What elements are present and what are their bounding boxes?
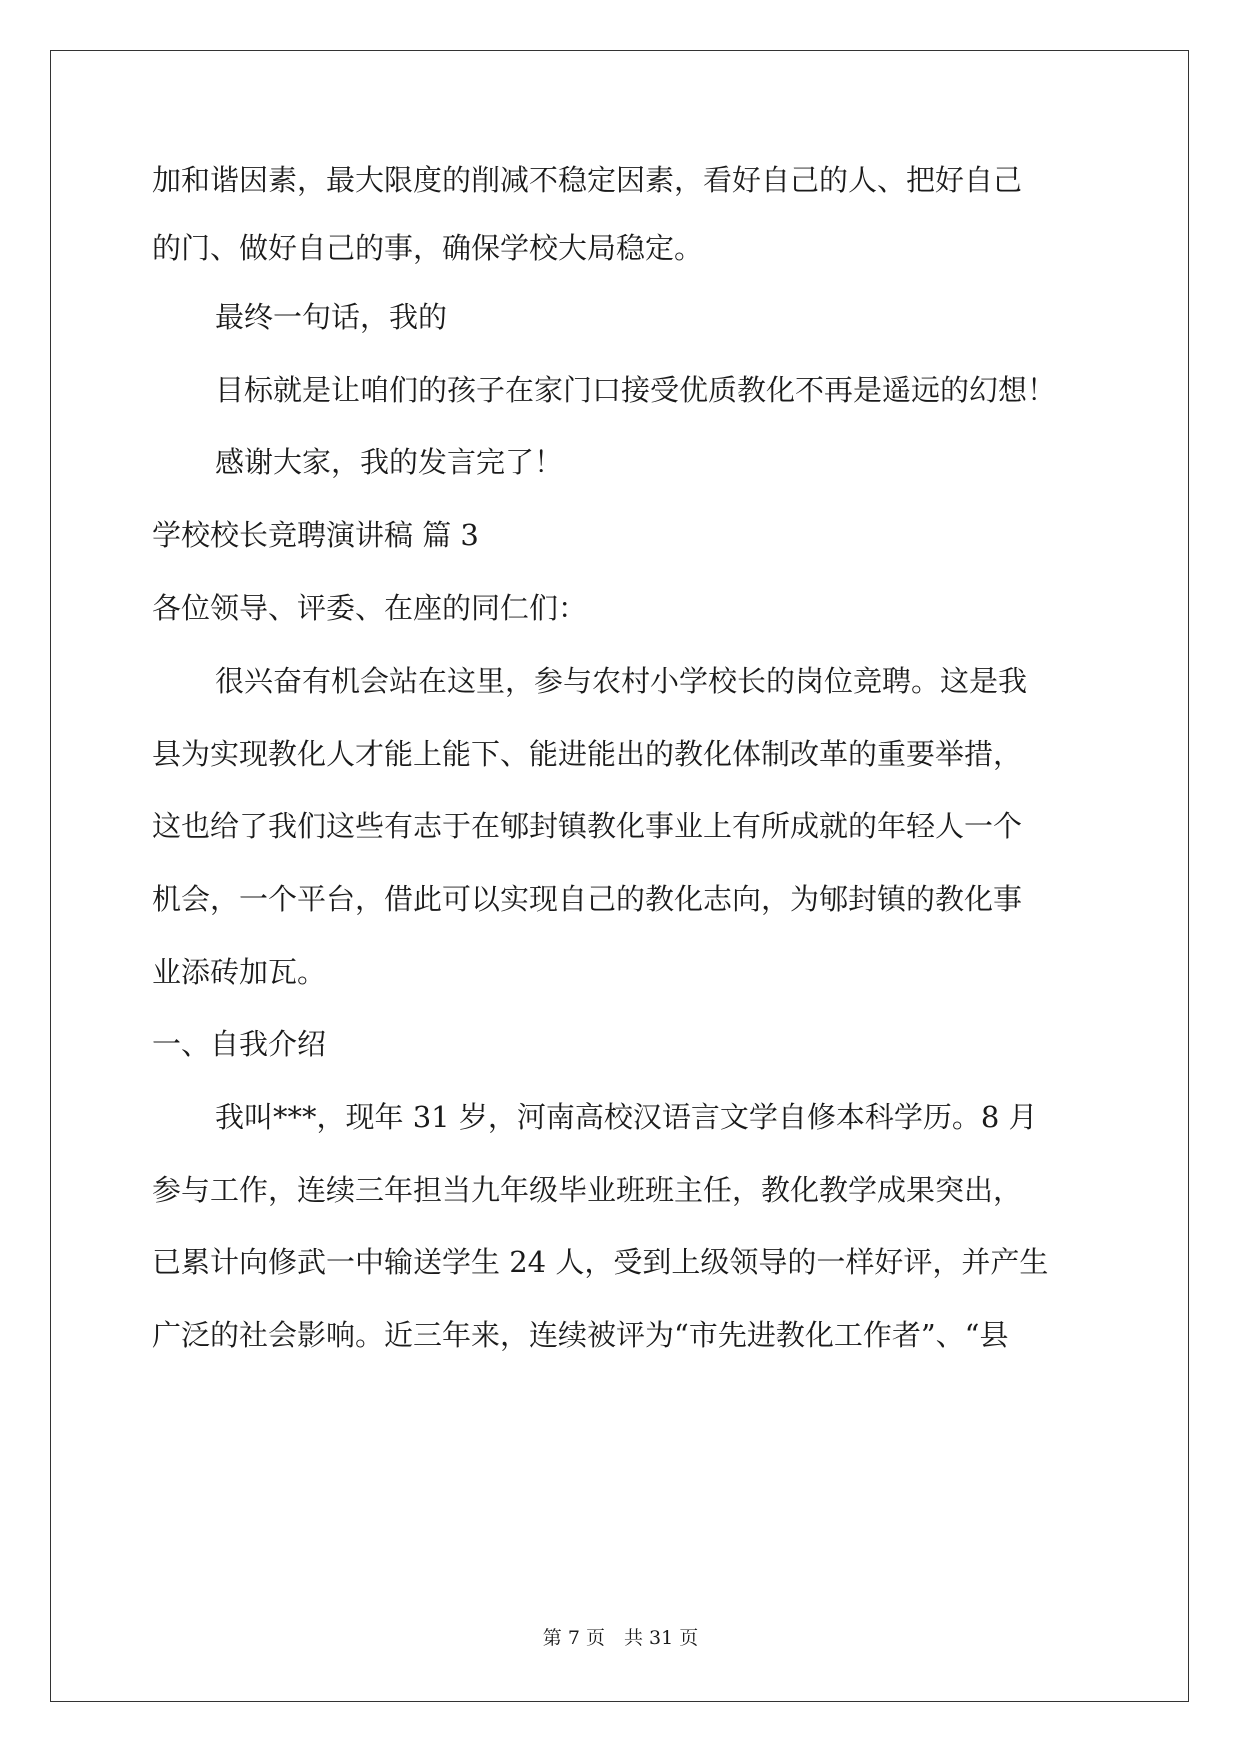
salutation: 各位领导、评委、在座的同仁们： bbox=[152, 591, 588, 625]
text-line-12: 业添砖加瓦。 bbox=[152, 955, 327, 989]
text-line-5: 感谢大家，我的发言完了！ bbox=[215, 445, 564, 479]
text-line-1: 加和谐因素，最大限度的削减不稳定因素，看好自己的人、把好自己 bbox=[152, 163, 1023, 197]
text-line-11: 机会，一个平台，借此可以实现自己的教化志向，为郇封镇的教化事 bbox=[152, 882, 1023, 916]
page-number-footer: 第 7 页 共 31 页 bbox=[542, 1627, 699, 1649]
section-title: 学校校长竞聘演讲稿 篇 3 bbox=[152, 518, 479, 552]
text-line-14: 我叫***，现年 31 岁，河南高校汉语言文学自修本科学历。8 月 bbox=[215, 1100, 1038, 1134]
text-line-17: 广泛的社会影响。近三年来，连续被评为“市先进教化工作者”、“县 bbox=[152, 1318, 1009, 1352]
subsection-heading: 一、自我介绍 bbox=[152, 1027, 327, 1061]
text-line-4: 目标就是让咱们的孩子在家门口接受优质教化不再是遥远的幻想！ bbox=[215, 373, 1057, 407]
text-line-15: 参与工作，连续三年担当九年级毕业班班主任，教化教学成果突出， bbox=[152, 1173, 1023, 1207]
text-line-9: 县为实现教化人才能上能下、能进能出的教化体制改革的重要举措， bbox=[152, 737, 1023, 771]
text-line-3: 最终一句话，我的 bbox=[215, 300, 448, 334]
text-line-16: 已累计向修武一中输送学生 24 人，受到上级领导的一样好评，并产生 bbox=[152, 1245, 1049, 1279]
text-line-2: 的门、做好自己的事，确保学校大局稳定。 bbox=[152, 231, 704, 265]
text-line-10: 这也给了我们这些有志于在郇封镇教化事业上有所成就的年轻人一个 bbox=[152, 809, 1023, 843]
text-line-8: 很兴奋有机会站在这里，参与农村小学校长的岗位竞聘。这是我 bbox=[215, 664, 1028, 698]
